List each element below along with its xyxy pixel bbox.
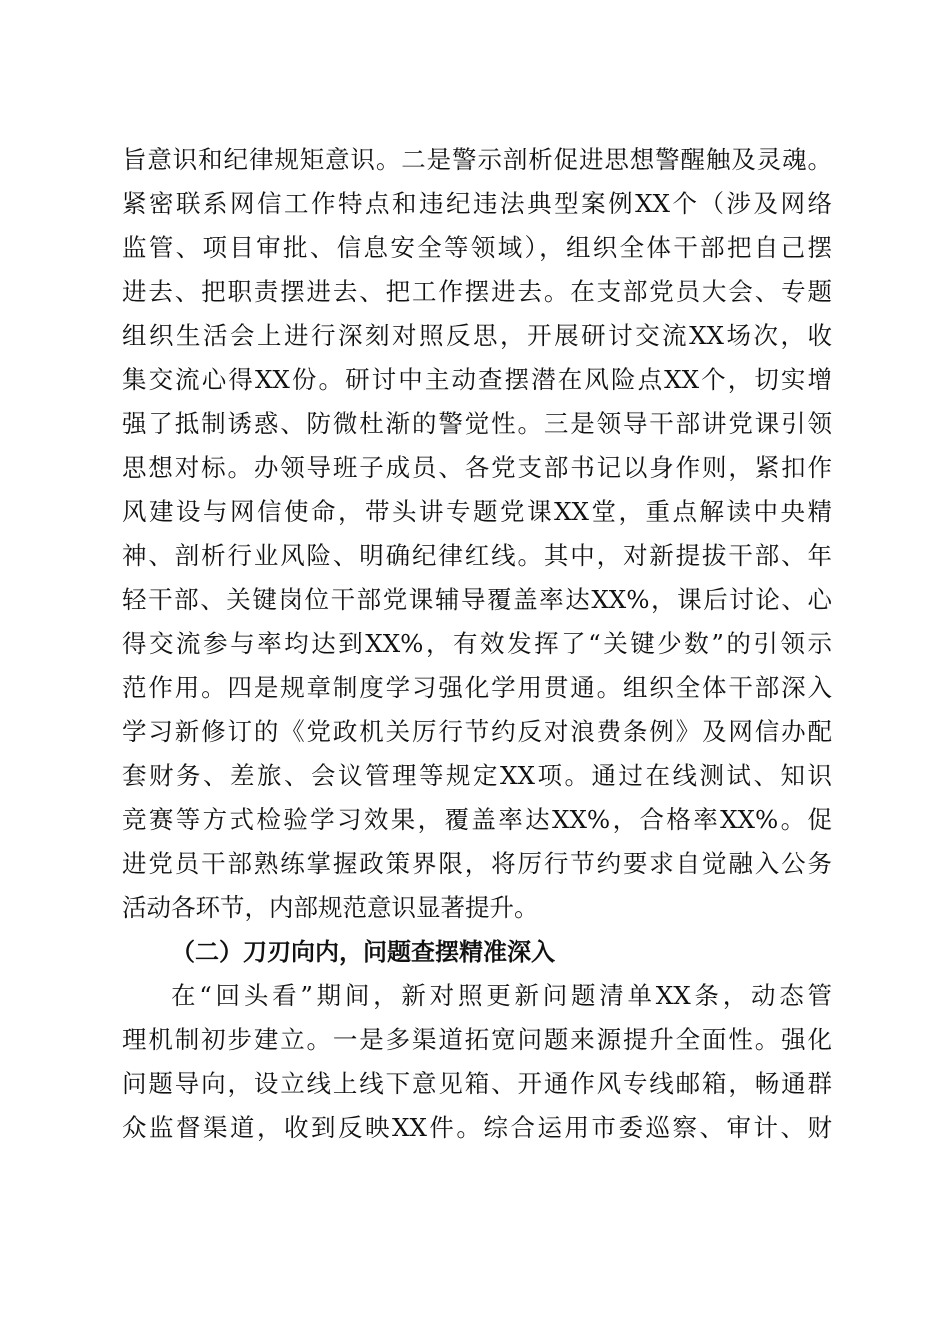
paragraph-2 [122, 974, 832, 1150]
text-line: 问题导向，设立线上线下意见箱、开通作风专线邮箱，畅通群 [122, 1069, 832, 1098]
text-line: 套财务、差旅、会议管理等规定XX项。通过在线测试、知识 [122, 761, 832, 790]
text-line: 竞赛等方式检验学习效果，覆盖率达XX%，合格率XX%。促 [122, 805, 832, 834]
text-line: 风建设与网信使命，带头讲专题党课XX堂，重点解读中央精 [122, 497, 832, 526]
text-line: 理机制初步建立。一是多渠道拓宽问题来源提升全面性。强化 [122, 1025, 832, 1054]
text-line: 旨意识和纪律规矩意识。二是警示剖析促进思想警醒触及灵魂。 [122, 145, 832, 174]
text-line: 轻干部、关键岗位干部党课辅导覆盖率达XX%，课后讨论、心 [122, 585, 832, 614]
paragraph-1 [122, 138, 832, 930]
text-line: 集交流心得XX份。研讨中主动查摆潜在风险点XX个，切实增 [122, 365, 832, 394]
text-line: 强了抵制诱惑、防微杜渐的警觉性。三是领导干部讲党课引领 [122, 409, 832, 438]
document-body [122, 138, 832, 1150]
text-line: 进去、把职责摆进去、把工作摆进去。在支部党员大会、专题 [122, 277, 832, 306]
text-line: 学习新修订的《党政机关厉行节约反对浪费条例》及网信办配 [122, 717, 832, 746]
text-line: 众监督渠道，收到反映XX件。综合运用市委巡察、审计、财 [122, 1113, 832, 1142]
text-line: 得交流参与率均达到XX%，有效发挥了“关键少数”的引领示 [122, 629, 832, 658]
section-heading: （二）刀刃向内，问题查摆精准深入 [171, 938, 555, 966]
text-line: 范作用。四是规章制度学习强化学用贯通。组织全体干部深入 [122, 673, 832, 702]
text-line: 在“回头看”期间，新对照更新问题清单XX条，动态管 [171, 981, 832, 1010]
text-line: 活动各环节，内部规范意识显著提升。 [122, 893, 539, 922]
text-line: 神、剖析行业风险、明确纪律红线。其中，对新提拔干部、年 [122, 541, 832, 570]
text-line: 紧密联系网信工作特点和违纪违法典型案例XX个（涉及网络 [122, 189, 832, 218]
text-line: 进党员干部熟练掌握政策界限，将厉行节约要求自觉融入公务 [122, 849, 832, 878]
text-line: 监管、项目审批、信息安全等领域），组织全体干部把自己摆 [122, 233, 832, 262]
text-line: 思想对标。办领导班子成员、各党支部书记以身作则，紧扣作 [122, 453, 832, 482]
text-line: 组织生活会上进行深刻对照反思，开展研讨交流XX场次，收 [122, 321, 832, 350]
